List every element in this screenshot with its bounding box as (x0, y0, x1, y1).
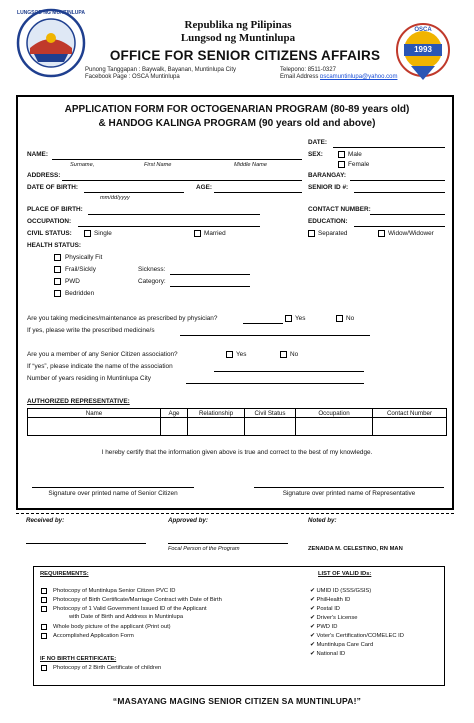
male-label: Male (348, 151, 362, 158)
first-name-caption: First Name (144, 162, 172, 168)
rep-col-relationship: Relationship (188, 409, 245, 418)
medicines-field[interactable] (180, 335, 370, 336)
footer-slogan: “MASAYANG MAGING SENIOR CITIZEN SA MUNTINLUPA!” (112, 696, 362, 706)
name-field[interactable] (52, 159, 302, 160)
req-application-form: Accomplished Application Form (53, 633, 134, 639)
valid-id-label: UMID ID (SSS/GSIS) (316, 588, 372, 594)
approved-by-line[interactable] (168, 543, 288, 544)
received-by-label: Received by: (26, 517, 65, 524)
certification-text: I hereby certify that the information given above is true and correct to the best of my knowledge. (101, 449, 373, 456)
association-no-checkbox[interactable] (280, 351, 287, 358)
osca-logo-top-text: OSCA (414, 27, 432, 33)
place-of-birth-label: PLACE OF BIRTH: (27, 206, 83, 213)
female-label: Female (348, 161, 370, 168)
req-children-birth-checkbox[interactable] (41, 665, 47, 671)
sickness-label: Sickness: (138, 266, 166, 273)
dob-field[interactable] (84, 192, 184, 193)
check-icon: ✔ (310, 633, 317, 639)
check-icon: ✔ (310, 606, 317, 612)
city-label: Lungsod ng Muntinlupa (180, 32, 296, 44)
valid-id-item (310, 633, 404, 639)
left-seal-text: LUNGSOD NG MUNTINLUPA (17, 10, 85, 16)
focal-person-label: Focal Person of the Program (168, 546, 240, 552)
medicines-no-label: No (346, 315, 355, 322)
check-icon: ✔ (310, 588, 317, 594)
check-icon: ✔ (310, 597, 317, 603)
rep-contact-cell[interactable] (373, 418, 447, 436)
noted-by-name: ZENAIDA M. CELESTINO, RN MAN (308, 546, 403, 552)
rep-occupation-cell[interactable] (296, 418, 373, 436)
association-no-label: No (290, 351, 299, 358)
years-residing-label: Number of years residing in Muntinlupa City (27, 375, 151, 382)
req-gov-id-detail: with Date of Birth and Address in Muntinlupa (69, 614, 184, 620)
valid-id-label: Muntinlupa Care Card (316, 642, 374, 648)
address-field[interactable] (62, 180, 302, 181)
valid-id-label: National ID (316, 651, 346, 657)
name-label: NAME: (27, 151, 48, 158)
representative-table (27, 408, 447, 436)
medicines-answer-line[interactable] (243, 323, 283, 324)
widow-checkbox[interactable] (378, 230, 385, 237)
physically-fit-checkbox[interactable] (54, 254, 61, 261)
valid-id-item (310, 588, 371, 594)
valid-id-item (310, 624, 337, 630)
single-checkbox[interactable] (84, 230, 91, 237)
dob-format-caption: mm/dd/yyyy (100, 195, 130, 201)
authorized-rep-label: AUTHORIZED REPRESENTATIVE: (27, 398, 130, 405)
female-checkbox[interactable] (338, 161, 345, 168)
form-title-line2: & HANDOG KALINGA PROGRAM (90 years old and above) (98, 118, 376, 129)
email-label: Email Address : (280, 74, 322, 80)
medicines-write-label: If yes, please write the prescribed medicine/s (27, 327, 155, 334)
education-field[interactable] (354, 226, 445, 227)
office-title: OFFICE FOR SENIOR CITIZENS AFFAIRS (109, 48, 381, 63)
separated-checkbox[interactable] (308, 230, 315, 237)
left-city-seal (16, 8, 86, 78)
single-label: Single (94, 230, 112, 237)
rep-col-civil-status: Civil Status (245, 409, 296, 418)
category-field[interactable] (170, 286, 250, 287)
middle-name-caption: Middle Name (234, 162, 267, 168)
association-yes-label: Yes (236, 351, 247, 358)
rep-col-name: Name (28, 409, 161, 418)
check-icon: ✔ (310, 651, 317, 657)
rep-relationship-cell[interactable] (188, 418, 245, 436)
surname-caption: Surname, (70, 162, 95, 168)
health-status-label: HEALTH STATUS: (27, 242, 81, 249)
req-picture-checkbox[interactable] (41, 624, 47, 630)
senior-id-field[interactable] (354, 192, 445, 193)
barangay-field[interactable] (350, 180, 445, 181)
medicines-yes-checkbox[interactable] (285, 315, 292, 322)
rep-signature-label: Signature over printed name of Representative (282, 490, 416, 497)
req-application-checkbox[interactable] (41, 633, 47, 639)
civil-status-label: CIVIL STATUS: (27, 230, 72, 237)
place-of-birth-field[interactable] (88, 214, 260, 215)
senior-id-label: SENIOR ID #: (308, 184, 349, 191)
noted-by-label: Noted by: (308, 517, 337, 524)
rep-signature-line[interactable] (254, 487, 444, 488)
republic-label: Republika ng Pilipinas (184, 19, 292, 31)
association-name-field[interactable] (214, 371, 364, 372)
association-yes-checkbox[interactable] (226, 351, 233, 358)
req-pvc-id: Photocopy of Muntinlupa Senior Citizen PVC ID (53, 588, 176, 594)
bedridden-checkbox[interactable] (54, 290, 61, 297)
valid-ids-title: LIST OF VALID IDs: (318, 571, 372, 577)
valid-id-label: PhilHealth ID (316, 597, 351, 603)
no-birth-title: IF NO BIRTH CERTIFICATE: (40, 656, 117, 662)
requirements-title: REQUIREMENTS: (40, 571, 89, 577)
form-title-line1: APPLICATION FORM FOR OCTOGENARIAN PROGRAM (80-89 years old) (64, 104, 410, 115)
valid-id-item (310, 642, 373, 648)
valid-id-label: PWD ID (316, 624, 338, 630)
contact-number-field[interactable] (370, 214, 445, 215)
male-checkbox[interactable] (338, 151, 345, 158)
contact-number-label: CONTACT NUMBER: (308, 206, 371, 213)
rep-table-row (28, 418, 447, 436)
barangay-label: BARANGAY: (308, 172, 346, 179)
association-name-label: If “yes”, please indicate the name of the association (27, 363, 173, 370)
osca-logo-year: 1993 (414, 45, 432, 54)
married-label: Married (204, 230, 226, 237)
req-birth-checkbox[interactable] (41, 597, 47, 603)
email-link[interactable]: oscamuntinlupa@yahoo.com (320, 74, 398, 80)
req-gov-id-checkbox[interactable] (41, 606, 47, 612)
req-gov-id: Photocopy of 1 Valid Government Issued ID of the Applicant (53, 606, 207, 612)
rep-name-cell[interactable] (28, 418, 161, 436)
rep-col-contact: Contact Number (373, 409, 447, 418)
req-picture: Whole body picture of the applicant (Print out) (53, 624, 171, 630)
valid-id-item (310, 597, 350, 603)
medicines-yes-label: Yes (295, 315, 306, 322)
education-label: EDUCATION: (308, 218, 348, 225)
bedridden-label: Bedridden (65, 290, 95, 297)
cut-line (16, 513, 454, 514)
frail-checkbox[interactable] (54, 266, 61, 273)
rep-col-age: Age (161, 409, 188, 418)
approved-by-label: Approved by: (168, 517, 208, 524)
facebook-page: Facebook Page : OSCA Muntinlupa (85, 74, 180, 80)
date-field[interactable] (333, 147, 445, 148)
phone-number: Telepono: 8511-0327 (280, 67, 336, 73)
valid-id-item (310, 651, 345, 657)
age-label: AGE: (196, 184, 212, 191)
physically-fit-label: Physically Fit (65, 254, 103, 261)
rep-civil-status-cell[interactable] (245, 418, 296, 436)
medicines-question: Are you taking medicines/maintenance as prescribed by physician? (27, 315, 218, 322)
rep-age-cell[interactable] (161, 418, 188, 436)
office-address: Punong Tanggapan : Baywalk, Bayanan, Muntinlupa City (85, 67, 236, 73)
separated-label: Separated (318, 230, 348, 237)
valid-id-label: Voter's Certification/COMELEC ID (316, 633, 404, 639)
valid-id-item (310, 615, 358, 621)
senior-signature-label: Signature over printed name of Senior Citizen (48, 490, 178, 497)
sex-label: SEX: (308, 151, 323, 158)
occupation-label: OCCUPATION: (27, 218, 72, 225)
widow-label: Widow/Widower (388, 230, 434, 237)
married-checkbox[interactable] (194, 230, 201, 237)
dob-label: DATE OF BIRTH: (27, 184, 78, 191)
senior-signature-line[interactable] (32, 487, 194, 488)
req-birth-certificate: Photocopy of Birth Certificate/Marriage Contract with Date of Birth (53, 597, 222, 603)
req-children-birth: Photocopy of 2 Birth Certificate of children (53, 665, 162, 671)
received-by-line[interactable] (26, 543, 146, 544)
check-icon: ✔ (310, 615, 317, 621)
years-residing-field[interactable] (186, 383, 364, 384)
occupation-field[interactable] (78, 226, 260, 227)
valid-id-item (310, 606, 340, 612)
association-question: Are you a member of any Senior Citizen association? (27, 351, 178, 358)
date-label: DATE: (308, 139, 328, 146)
req-pvc-checkbox[interactable] (41, 588, 47, 594)
medicines-no-checkbox[interactable] (336, 315, 343, 322)
check-icon: ✔ (310, 642, 317, 648)
rep-col-occupation: Occupation (296, 409, 373, 418)
pwd-checkbox[interactable] (54, 278, 61, 285)
check-icon: ✔ (310, 624, 317, 630)
valid-id-label: Driver's License (316, 615, 358, 621)
frail-label: Frail/Sickly (65, 266, 96, 273)
category-label: Category: (138, 278, 166, 285)
age-field[interactable] (214, 192, 302, 193)
pwd-label: PWD (65, 278, 80, 285)
sickness-field[interactable] (170, 274, 250, 275)
valid-id-label: Postal ID (316, 606, 340, 612)
application-form (16, 95, 454, 510)
address-label: ADDRESS: (27, 172, 61, 179)
